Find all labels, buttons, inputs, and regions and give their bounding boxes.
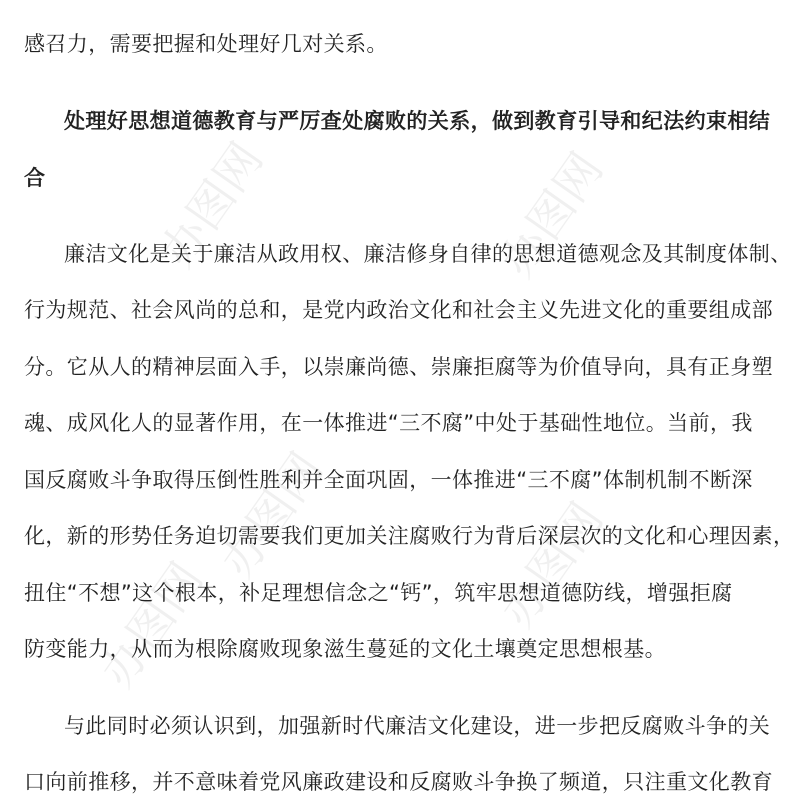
text-line: 口向前推移，并不意味着党风廉政建设和反腐败斗争换了频道，只注重文化教育 <box>24 770 773 794</box>
text-line: 与此同时必须认识到，加强新时代廉洁文化建设，进一步把反腐败斗争的关 <box>64 714 771 738</box>
watermark: 办图网 <box>89 552 214 697</box>
text-line: 廉洁文化是关于廉洁从政用权、廉洁修身自律的思想道德观念及其制度体制、 <box>64 242 792 266</box>
text-line: 化，新的形势任务迫切需要我们更加关注腐败行为背后深层次的文化和心理因素， <box>24 524 795 548</box>
watermark: 办图网 <box>209 442 334 587</box>
text-line: 扭住“不想”这个根本，补足理想信念之“钙”，筑牢思想道德防线，增强拒腐 <box>24 581 733 605</box>
text-line: 分。它从人的精神层面入手，以崇廉尚德、崇廉拒腐等为价值导向，具有正身塑 <box>24 355 773 379</box>
text-line: 行为规范、社会风尚的总和，是党内政治文化和社会主义先进文化的重要组成部 <box>24 298 773 322</box>
text-line: 防变能力，从而为根除腐败现象滋生蔓延的文化土壤奠定思想根基。 <box>24 637 666 661</box>
heading-line: 处理好思想道德教育与严厉查处腐败的关系，做到教育引导和纪法约束相结 <box>64 109 771 133</box>
heading-line: 合 <box>24 166 46 190</box>
text-line: 魂、成风化人的显著作用，在一体推进“三不腐”中处于基础性地位。当前，我 <box>24 411 753 435</box>
watermark: 办图网 <box>489 492 614 637</box>
watermark: 办图网 <box>149 132 274 277</box>
text-line: 感召力，需要把握和处理好几对关系。 <box>24 32 388 56</box>
watermark: 办图网 <box>489 142 614 287</box>
text-line: 国反腐败斗争取得压倒性胜利并全面巩固，一体推进“三不腐”体制机制不断深 <box>24 468 753 492</box>
